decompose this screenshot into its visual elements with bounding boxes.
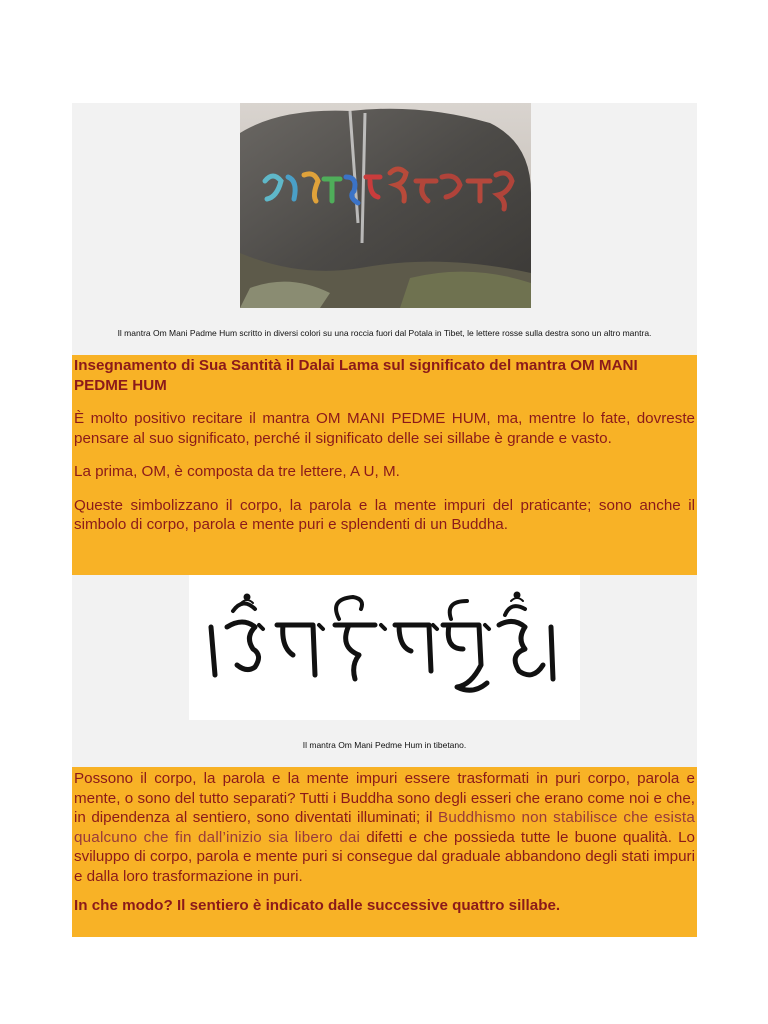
paragraph-transformation (74, 769, 695, 886)
paragraph-om: La prima, OM, è composta da tre lettere, A U, M. (74, 463, 400, 480)
mantra-caption: Il mantra Om Mani Pedme Hum in tibetano. (302, 740, 467, 750)
teaching-section (72, 355, 697, 575)
photo-caption: Il mantra Om Mani Padme Hum scritto in diversi colori su una roccia fuori dal Potala in Tibet, le lettere rosse sulla destra sono un altro mantra. (117, 328, 652, 338)
paragraph-intro: È molto positivo recitare il mantra OM MANI PEDME HUM, ma, mentre lo fate, dovreste pensare al suo significato, perché il significato delle sei sillabe è grande e vasto. (74, 410, 695, 447)
transformation-section (72, 767, 697, 937)
tibetan-mantra-image (189, 575, 580, 720)
photo-figure (72, 103, 697, 355)
paragraph-part-3: difetti e che possieda tutte le buone qualità. Lo sviluppo di corpo, parola e mente puri si consegue dal graduale abbandono degli stati impuri e dalla loro trasformazione in puri. (74, 828, 695, 885)
closing-question: In che modo? Il sentiero è indicato dalle successive quattro sillabe. (74, 897, 561, 914)
mantra-figure (72, 575, 697, 767)
rock-photo (240, 103, 531, 308)
paragraph-part-2: Buddhismo non stabilisce che esista qualcuno che fin dall’inizio sia libero dai (74, 809, 695, 846)
paragraph-part-1: Possono il corpo, la parola e la mente impuri essere trasformati in puri corpo, parola e mente, o sono del tutto separati? Tutti i Buddha sono degli esseri che erano come noi e che, in dipendenza al sentiero, sono diventati illuminati; il (74, 770, 695, 826)
paragraph-symbols: Queste simbolizzano il corpo, la parola e la mente impuri del praticante; sono anche il simbolo di corpo, parola e mente puri e splendenti di un Buddha. (74, 496, 695, 533)
section-heading: Insegnamento di Sua Santità il Dalai Lama sul significato del mantra OM MANI PEDME HUM (74, 357, 638, 394)
